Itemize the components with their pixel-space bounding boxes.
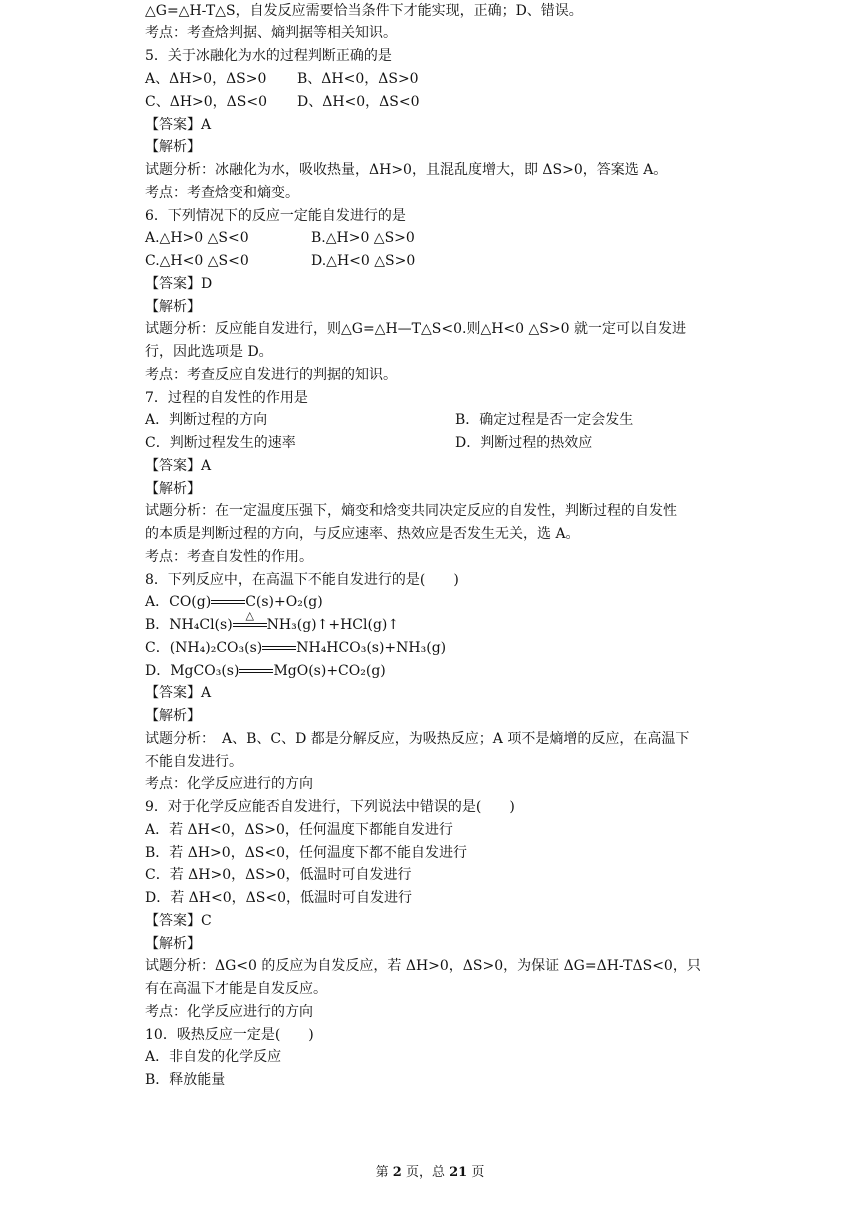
q7-option-b: B．确定过程是否一定会发生 xyxy=(455,412,634,428)
text-line: 考点：化学反应进行的方向 xyxy=(145,1004,313,1020)
q6-option-c: C.△H<0 △S<0 xyxy=(145,253,249,269)
heating-equals-sign xyxy=(233,609,267,631)
q5-option-a: A、ΔH>0，ΔS>0 xyxy=(145,71,267,87)
reactant: A．CO(g) xyxy=(145,594,212,610)
reactant: C．(NH₄)₂CO₃(s) xyxy=(145,640,263,656)
footer-text: 第 xyxy=(375,1165,393,1180)
heat-triangle: △ xyxy=(245,609,254,622)
q6-option-a: A.△H>0 △S<0 xyxy=(145,230,249,246)
answer-label: 【答案】C xyxy=(145,913,212,929)
analysis-label: 【解析】 xyxy=(145,139,201,155)
text-line: 行，因此选项是 D。 xyxy=(145,344,273,360)
question-9-stem: 9．对于化学反应能否自发进行，下列说法中错误的是( ) xyxy=(145,799,515,815)
question-5-stem: 5．关于冰融化为水的过程判断正确的是 xyxy=(145,48,392,64)
text-line: 有在高温下才能是自发反应。 xyxy=(145,981,327,997)
text-line: 试题分析：冰融化为水，吸收热量，ΔH>0，且混乱度增大，即 ΔS>0，答案选 A。 xyxy=(145,162,668,178)
analysis-label: 【解析】 xyxy=(145,299,201,315)
total-page-count: 21 xyxy=(449,1165,468,1180)
text-line: 的本质是判断过程的方向，与反应速率、热效应是否发生无关，选 A。 xyxy=(145,526,580,542)
q7-options-row1 xyxy=(145,410,725,430)
q7-options-row2 xyxy=(145,433,725,453)
q6-options-row2 xyxy=(145,251,725,271)
reactant: D．MgCO₃(s) xyxy=(145,663,240,679)
question-10-stem: 10．吸热反应一定是( ) xyxy=(145,1027,314,1043)
q8-option-a xyxy=(145,592,323,612)
q9-option-c: C．若 ΔH>0，ΔS>0，低温时可自发进行 xyxy=(145,867,412,883)
text-line: 试题分析：在一定温度压强下，熵变和焓变共同决定反应的自发性，判断过程的自发性 xyxy=(145,503,677,519)
product: MgO(s)+CO₂(g) xyxy=(273,663,386,679)
q5-option-d: D、ΔH<0，ΔS<0 xyxy=(297,94,420,110)
question-6-stem: 6．下列情况下的反应一定能自发进行的是 xyxy=(145,208,406,224)
text-line: 考点：考查自发性的作用。 xyxy=(145,549,313,565)
analysis-label: 【解析】 xyxy=(145,481,201,497)
q7-option-d: D．判断过程的热效应 xyxy=(455,435,593,451)
product: C(s)+O₂(g) xyxy=(245,594,323,610)
text-line: 不能自发进行。 xyxy=(145,754,243,770)
text-line: 试题分析：反应能自发进行，则△G=△H—T△S<0.则△H<0 △S>0 就一定可以自发进 xyxy=(145,321,686,337)
text-line: 考点：考查焓判据、熵判据等相关知识。 xyxy=(145,25,397,41)
q7-option-c: C．判断过程发生的速率 xyxy=(145,435,296,451)
text-line: 试题分析：ΔG<0 的反应为自发反应，若 ΔH>0，ΔS>0，为保证 ΔG=ΔH-TΔS<0，只 xyxy=(145,958,701,974)
q5-option-c: C、ΔH>0，ΔS<0 xyxy=(145,94,268,110)
q6-option-d: D.△H<0 △S>0 xyxy=(311,253,416,269)
question-8-stem: 8．下列反应中，在高温下不能自发进行的是( ) xyxy=(145,572,459,588)
product: NH₃(g)↑+HCl(g)↑ xyxy=(266,617,400,633)
q9-option-b: B．若 ΔH>0，ΔS<0，任何温度下都不能自发进行 xyxy=(145,845,468,861)
text-line: △G=△H-T△S，自发反应需要恰当条件下才能实现，正确；D、错误。 xyxy=(145,3,583,19)
product: NH₄HCO₃(s)+NH₃(g) xyxy=(296,640,447,656)
q5-options-row2 xyxy=(145,92,725,112)
answer-label: 【答案】A xyxy=(145,117,212,133)
footer-text: 页 xyxy=(467,1165,485,1180)
analysis-label: 【解析】 xyxy=(145,936,201,952)
text-line: 考点：化学反应进行的方向 xyxy=(145,776,313,792)
q9-option-a: A．若 ΔH<0，ΔS>0，任何温度下都能自发进行 xyxy=(145,822,453,838)
q9-option-d: D．若 ΔH<0，ΔS<0，低温时可自发进行 xyxy=(145,890,412,906)
q8-option-c xyxy=(145,638,446,658)
page-footer xyxy=(0,1164,860,1182)
equals-sign xyxy=(262,642,296,654)
q10-option-a: A．非自发的化学反应 xyxy=(145,1049,282,1065)
answer-label: 【答案】A xyxy=(145,685,212,701)
q5-options-row1 xyxy=(145,69,725,89)
analysis-label: 【解析】 xyxy=(145,708,201,724)
footer-text: 页，总 xyxy=(401,1165,450,1180)
answer-label: 【答案】A xyxy=(145,458,212,474)
text-line: 考点：考查反应自发进行的判据的知识。 xyxy=(145,367,397,383)
q6-option-b: B.△H>0 △S>0 xyxy=(311,230,415,246)
q6-options-row1 xyxy=(145,228,725,248)
current-page-number: 2 xyxy=(392,1165,402,1180)
text-line: 试题分析： A、B、C、D 都是分解反应，为吸热反应；A 项不是熵增的反应，在高温下 xyxy=(145,731,690,747)
q8-option-d xyxy=(145,661,386,681)
text-line: 考点：考查焓变和熵变。 xyxy=(145,185,299,201)
question-7-stem: 7．过程的自发性的作用是 xyxy=(145,390,308,406)
q7-option-a: A．判断过程的方向 xyxy=(145,412,268,428)
equals-sign xyxy=(211,596,245,608)
equals-sign xyxy=(239,665,273,677)
q5-option-b: B、ΔH<0，ΔS>0 xyxy=(297,71,419,87)
q8-option-b xyxy=(145,609,400,635)
q10-option-b: B．释放能量 xyxy=(145,1072,226,1088)
reactant: B．NH₄Cl(s) xyxy=(145,617,233,633)
answer-label: 【答案】D xyxy=(145,276,213,292)
